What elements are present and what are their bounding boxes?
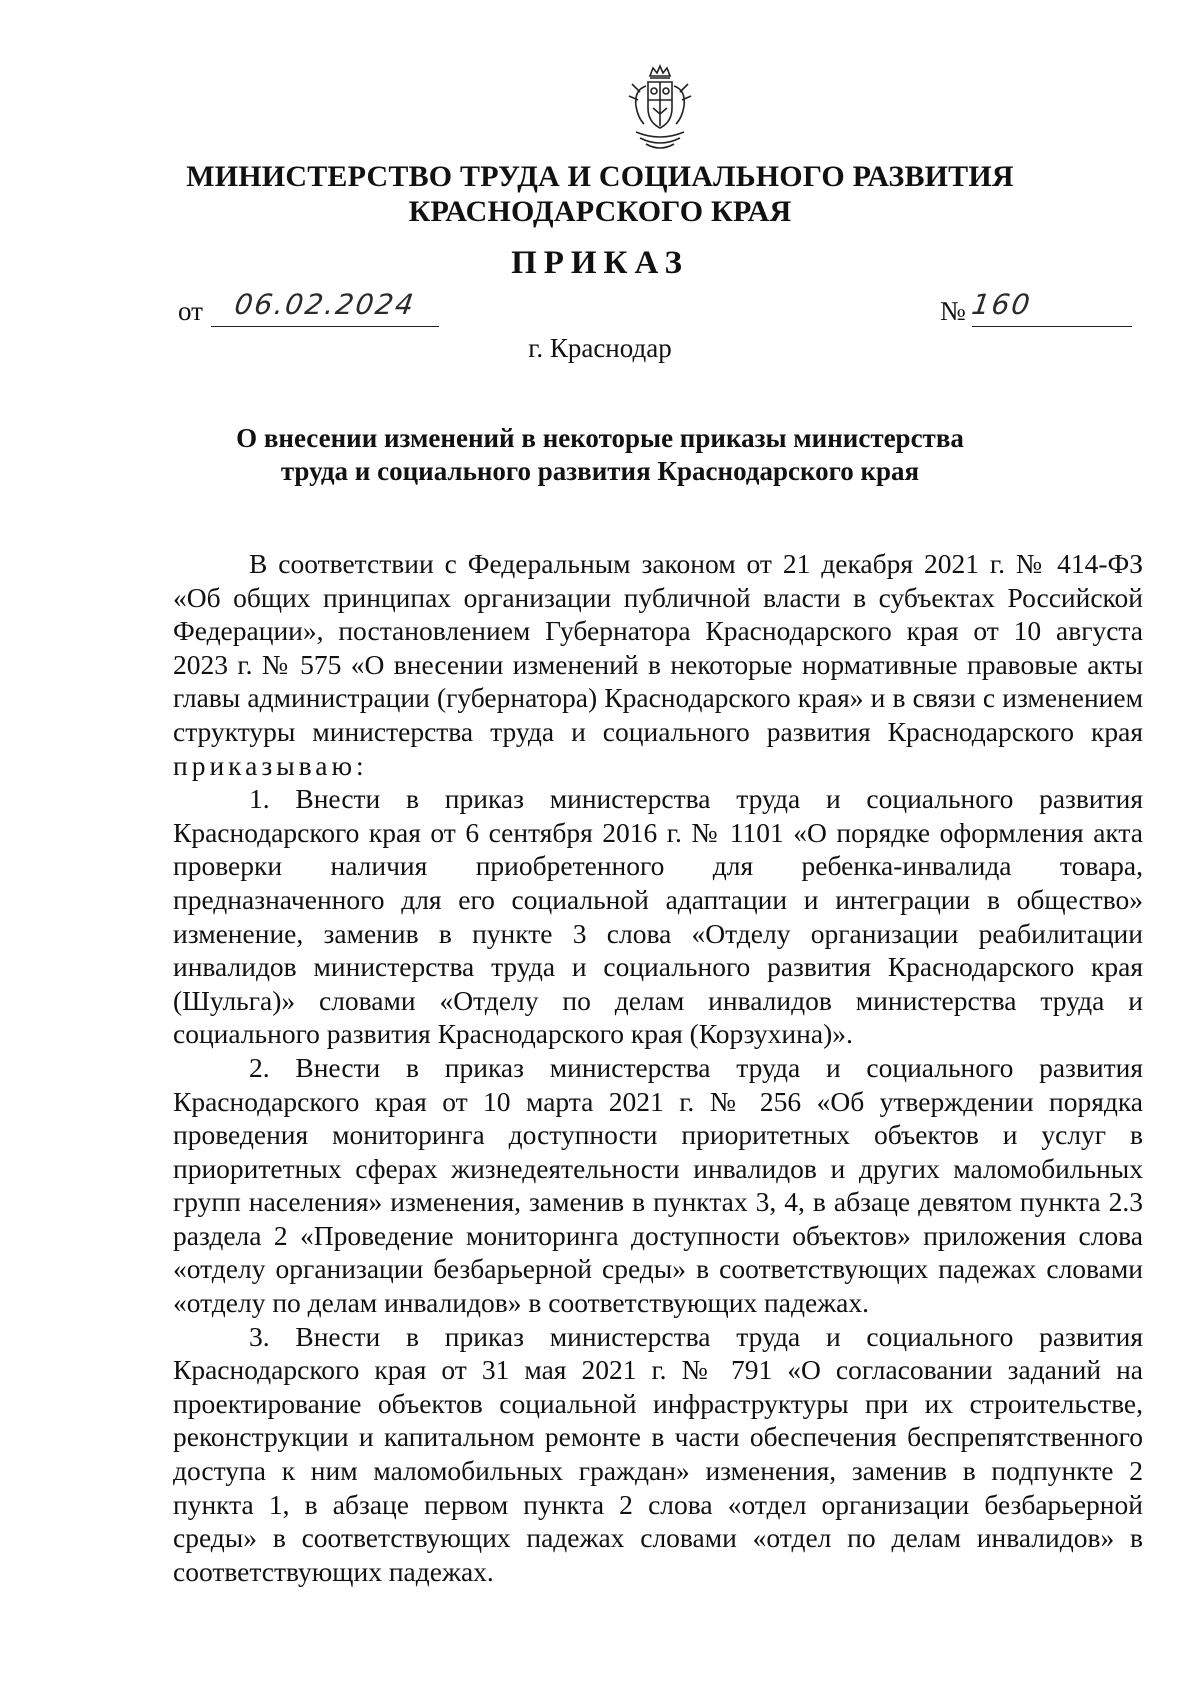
intro-paragraph	[173, 547, 1143, 782]
coat-of-arms-icon	[626, 62, 694, 154]
handwritten-date: 06.02.2024	[232, 288, 418, 321]
ministry-name-line2: КРАСНОДАРСКОГО КРАЯ	[408, 195, 792, 228]
document-body	[173, 547, 1143, 1588]
date-field	[178, 288, 439, 327]
subject-line2: труда и социального развития Краснодарского края	[280, 456, 920, 486]
number-line	[969, 288, 1132, 327]
date-prefix: от	[178, 296, 203, 326]
document-type: ПРИКАЗ	[511, 245, 689, 281]
date-line	[211, 288, 439, 327]
number-field	[940, 288, 1132, 327]
city: г. Краснодар	[528, 333, 672, 363]
item-1-paragraph: 1. Внести в приказ министерства труда и социального развития Краснодарского края от 6 сентября 2016 г. № 1101 «О порядке оформления акта проверки наличия приобретенного для ребенка-инвалида товара, предназначенного для его социальной адаптации и интеграции в общество» изменение, заменив в пункте 3 слова «Отделу организации реабилитации инвалидов министерства труда и социального развития Краснодарского края (Шульга)» словами «Отделу по делам инвалидов министерства труда и социального развития Краснодарского края (Корзухина)».	[173, 783, 1143, 1050]
item-2-paragraph: 2. Внести в приказ министерства труда и социального развития Краснодарского края от 10 марта 2021 г. № 256 «Об утверждении порядка проведения мониторинга доступности приоритетных объектов и услуг в приоритетных сферах жизнедеятельности инвалидов и других маломобильных групп населения» изменения, заменив в пунктах 3, 4, в абзаце девятом пункта 2.3 раздела 2 «Проведение мониторинга доступности объектов» приложения слова «отделу организации безбарьерной среды» в соответствующих падежах словами «отделу по делам инвалидов» в соответствующих падежах.	[173, 1051, 1143, 1319]
item-3-paragraph: 3. Внести в приказ министерства труда и социального развития Краснодарского края от 31 мая 2021 г. № 791 «О согласовании заданий на проектирование объектов социальной инфраструктуры при их строительстве, реконструкции и капитальном ремонте в части обеспечения беспрепятственного доступа к ним маломобильных граждан» изменения, заменив в подпункте 2 пункта 1, в абзаце первом пункта 2 слова «отдел организации безбарьерной среды» в соответствующих падежах словами «отдел по делам инвалидов» в соответствующих падежах.	[173, 1320, 1143, 1587]
order-word: приказываю:	[173, 749, 368, 781]
subject-line1: О внесении изменений в некоторые приказы министерства	[236, 423, 964, 453]
ministry-name-line1: МИНИСТЕРСТВО ТРУДА И СОЦИАЛЬНОГО РАЗВИТИЯ	[186, 160, 1014, 193]
handwritten-number: 160	[969, 288, 1034, 321]
number-prefix: №	[940, 296, 966, 326]
intro-text: В соответствии с Федеральным законом от 21 декабря 2021 г. № 414-ФЗ «Об общих принципах организации публичной власти в субъектах Российской Федерации», постановлением Губернатора Краснодарского края от 10 августа 2023 г. № 575 «О внесении изменений в некоторые нормативные правовые акты главы администрации (губернатора) Краснодарского края» и в связи с изменением структуры министерства труда и социального развития Краснодарского края	[173, 548, 1143, 747]
